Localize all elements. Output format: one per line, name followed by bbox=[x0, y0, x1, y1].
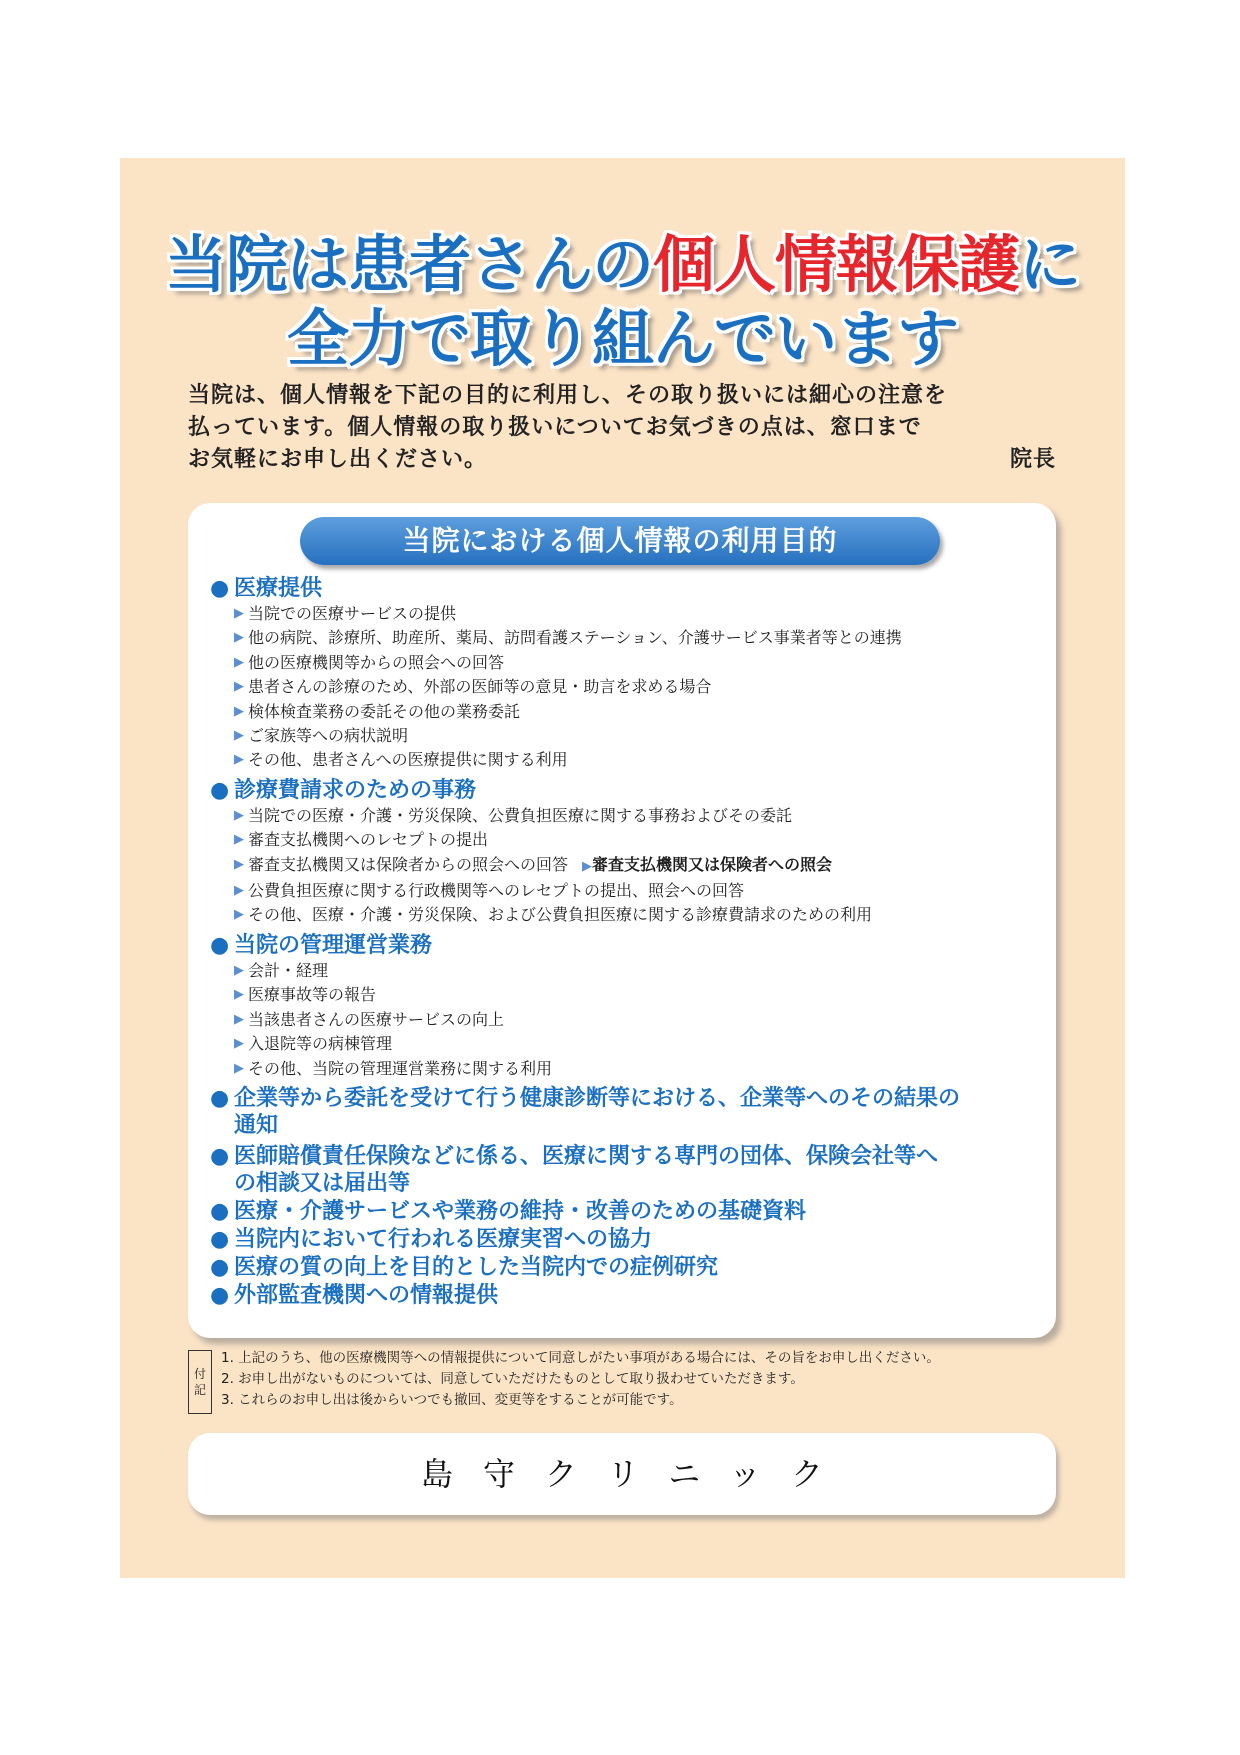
list-item bbox=[210, 602, 1050, 626]
list-item-text: 当院での医療・介護・労災保険、公費負担医療に関する事務およびその委託 bbox=[248, 805, 793, 825]
section-title: 外部監査機関への情報提供 bbox=[234, 1282, 499, 1308]
arrow-icon: ▶ bbox=[234, 752, 244, 768]
list-item-text: 会計・経理 bbox=[248, 960, 329, 980]
arrow-icon: ▶ bbox=[234, 987, 244, 1003]
list-item bbox=[210, 903, 1050, 927]
list-item-text: 当院での医療サービスの提供 bbox=[248, 604, 457, 623]
headline-line-2: 全力で取り組んでいます bbox=[286, 302, 958, 375]
arrow-icon: ▶ bbox=[234, 679, 244, 695]
section-heading bbox=[210, 777, 1050, 804]
section-heading bbox=[210, 1254, 1050, 1281]
list-item-text: ご家族等への病状説明 bbox=[248, 726, 409, 746]
section-title: 医師賠償責任保険などに係る、医療に関する専門の団体、保険会社等へ bbox=[234, 1143, 939, 1169]
bullet-icon: ● bbox=[210, 576, 230, 601]
arrow-icon: ▶ bbox=[582, 858, 593, 874]
section-heading bbox=[210, 1226, 1050, 1253]
arrow-icon: ▶ bbox=[234, 1011, 244, 1027]
list-item bbox=[210, 1032, 1050, 1056]
bullet-icon: ● bbox=[210, 1143, 230, 1169]
intro-line-2: 払っています。個人情報の取り扱いについてお気づきの点は、窓口まで bbox=[188, 415, 922, 440]
notes-label-top: 付 bbox=[193, 1367, 206, 1381]
arrow-icon: ▶ bbox=[234, 832, 244, 848]
notes-label-bottom: 記 bbox=[193, 1383, 206, 1397]
list-item bbox=[210, 828, 1050, 852]
list-item-text: 審査支払機関又は保険者からの照会への回答 bbox=[248, 854, 569, 874]
intro-text bbox=[188, 380, 1056, 476]
list-item-text: 審査支払機関へのレセプトの提出 bbox=[248, 830, 489, 850]
list-item-text: 当該患者さんの医療サービスの向上 bbox=[248, 1009, 505, 1029]
arrow-icon: ▶ bbox=[234, 1060, 244, 1076]
list-item-text: 患者さんの診療のため、外部の医師等の意見・助言を求める場合 bbox=[248, 677, 712, 697]
list-item bbox=[210, 804, 1050, 828]
list-item-text: 他の医療機関等からの照会への回答 bbox=[248, 652, 505, 672]
list-item-text: 入退院等の病棟管理 bbox=[248, 1034, 393, 1054]
list-item-text: 公費負担医療に関する行政機関等へのレセプトの提出、照会への回答 bbox=[248, 881, 745, 901]
headline-line-1 bbox=[120, 228, 1125, 302]
bullet-icon: ● bbox=[210, 1085, 230, 1111]
section-heading-continued: の相談又は届出等 bbox=[234, 1170, 411, 1196]
section-title: 医療の質の向上を目的とした当院内での症例研究 bbox=[234, 1254, 719, 1280]
section-title: 当院内において行われる医療実習への協力 bbox=[234, 1226, 653, 1252]
list-item-text: その他、医療・介護・労災保険、および公費負担医療に関する診療費請求のための利用 bbox=[248, 905, 873, 925]
arrow-icon: ▶ bbox=[234, 962, 244, 978]
arrow-icon: ▶ bbox=[234, 1036, 244, 1052]
purpose-panel bbox=[188, 503, 1056, 1338]
list-item-extra bbox=[582, 855, 832, 874]
headline-highlight: 個人情報保護 bbox=[652, 228, 1019, 301]
clinic-name: 島守クリニック bbox=[420, 1455, 854, 1493]
poster bbox=[120, 158, 1125, 1578]
signature: 院長 bbox=[1009, 447, 1056, 472]
list-item bbox=[210, 959, 1050, 983]
section-title: 医療提供 bbox=[234, 576, 323, 601]
arrow-icon: ▶ bbox=[234, 856, 244, 872]
section-title: 診療費請求のための事務 bbox=[234, 777, 477, 803]
list-item-text: 医療事故等の報告 bbox=[248, 985, 377, 1005]
section-heading bbox=[210, 575, 1050, 602]
arrow-icon: ▶ bbox=[234, 728, 244, 744]
bullet-icon: ● bbox=[210, 1198, 230, 1224]
arrow-icon: ▶ bbox=[234, 606, 244, 621]
arrow-icon: ▶ bbox=[234, 703, 244, 719]
note-item: 2. お申し出がないものについては、同意していただけたものとして取り扱わせていただきます。 bbox=[221, 1371, 804, 1387]
list-item-extra-text: 審査支払機関又は保険者への照会 bbox=[592, 854, 833, 874]
arrow-icon: ▶ bbox=[234, 654, 244, 670]
list-item bbox=[210, 651, 1050, 675]
list-item-text: 他の病院、診療所、助産所、薬局、訪問看護ステーション、介護サービス事業者等との連携 bbox=[248, 628, 902, 648]
section-title: 当院の管理運営業務 bbox=[234, 932, 433, 958]
arrow-icon: ▶ bbox=[234, 630, 244, 646]
bullet-icon: ● bbox=[210, 1254, 230, 1280]
list-item bbox=[210, 626, 1050, 650]
note-item: 1. 上記のうち、他の医療機関等への情報提供について同意しがたい事項がある場合には、その旨をお申し出ください。 bbox=[221, 1350, 940, 1366]
arrow-icon: ▶ bbox=[234, 807, 244, 823]
list-item bbox=[210, 983, 1050, 1007]
list-item bbox=[210, 700, 1050, 724]
footer-panel bbox=[188, 1433, 1056, 1515]
panel-title: 当院における個人情報の利用目的 bbox=[300, 517, 940, 565]
list-item bbox=[210, 675, 1050, 699]
section-heading bbox=[210, 1282, 1050, 1309]
arrow-icon: ▶ bbox=[234, 907, 244, 923]
list-item-text: その他、当院の管理運営業務に関する利用 bbox=[248, 1058, 553, 1078]
purpose-list bbox=[210, 575, 1050, 1309]
list-item bbox=[210, 853, 1050, 879]
list-item-text: 検体検査業務の委託その他の業務委託 bbox=[248, 701, 521, 721]
headline-text: 当院は患者さんの bbox=[164, 228, 653, 301]
list-item bbox=[210, 724, 1050, 748]
section-heading bbox=[210, 1085, 1050, 1112]
notes-label bbox=[188, 1350, 212, 1414]
bullet-icon: ● bbox=[210, 932, 230, 958]
list-item bbox=[210, 879, 1050, 903]
bullet-icon: ● bbox=[210, 1282, 230, 1308]
notes-list bbox=[221, 1348, 940, 1411]
list-item bbox=[210, 1008, 1050, 1032]
arrow-icon: ▶ bbox=[234, 883, 244, 899]
section-heading-continued: 通知 bbox=[234, 1112, 279, 1138]
list-item bbox=[210, 1057, 1050, 1081]
section-title: 医療・介護サービスや業務の維持・改善のための基礎資料 bbox=[234, 1198, 807, 1224]
section-title: 企業等から委託を受けて行う健康診断等における、企業等へのその結果の bbox=[234, 1085, 961, 1111]
notes bbox=[188, 1348, 1068, 1416]
bullet-icon: ● bbox=[210, 1226, 230, 1252]
list-item bbox=[210, 748, 1050, 772]
intro-line-1: 当院は、個人情報を下記の目的に利用し、その取り扱いには細心の注意を bbox=[188, 383, 948, 408]
section-heading bbox=[210, 1198, 1050, 1225]
intro-line-3: お気軽にお申し出ください。 bbox=[188, 447, 488, 472]
section-heading bbox=[210, 1143, 1050, 1170]
bullet-icon: ● bbox=[210, 777, 230, 803]
section-heading bbox=[210, 932, 1050, 959]
note-item: 3. これらのお申し出は後からいつでも撤回、変更等をすることが可能です。 bbox=[221, 1392, 683, 1408]
list-item-text: その他、患者さんへの医療提供に関する利用 bbox=[248, 750, 568, 770]
headline-text-end: に bbox=[1019, 228, 1081, 301]
